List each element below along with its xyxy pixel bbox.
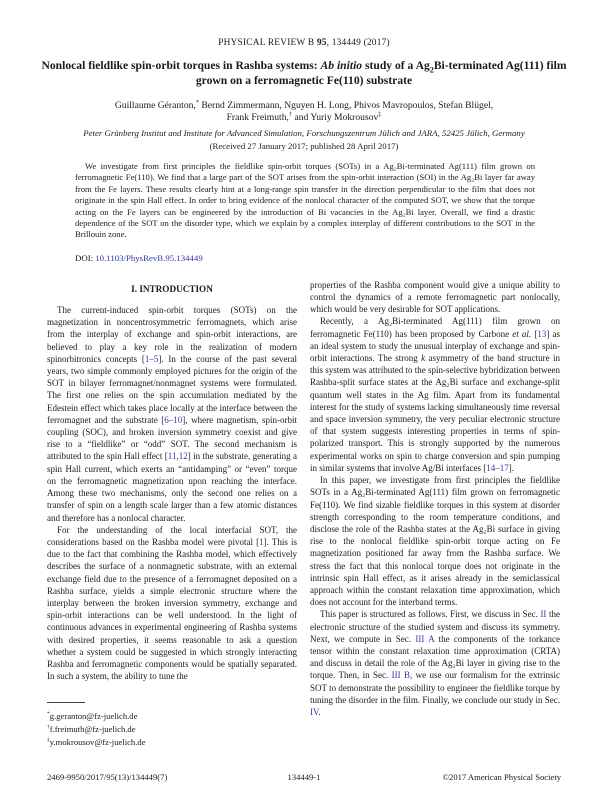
text-segment: PHYSICAL REVIEW B xyxy=(218,38,317,48)
text-segment: 2 xyxy=(429,65,434,75)
text-segment: Ab initio xyxy=(320,59,363,72)
abstract: We investigate from first principles the fieldlike spin-orbit torques (SOTs) in a Ag₂Bi-terminated Ag(111) film grown on ferromagnetic Fe(110). We find that a large part of the SOT arises from the spin-orbit interaction (SOI) in the Ag₂Bi layer far away from the Fe layers. These results clearly hint at a long-range spin transfer in the direction perpendicular to the film that does not originate in the spin Hall effect. In order to bring evidence of the nonlocal character of the computed SOT, we show that the torque acting on the Fe layers can be engineered by the introduction of Bi vacancies in the Ag₂Bi layer. Overall, we find a drastic dependence of the SOT on the disorder type, which we explain by a complex interplay of different contributions to the SOT in the Brillouin zone. xyxy=(75,161,535,240)
text-segment: ], where magnetism, spin-orbit coupling (SOC), and broken inversion symmetry coexist and give rise to a “fieldlike” or “odd” SOT. The second mechanism is attributed to the spin Hall effect [ xyxy=(47,414,297,462)
text-segment: 95 xyxy=(316,38,327,48)
text-segment: asymmetry of the band structure in this system was attributed to the spin-selective hybridization between Rashba-split surface states at the Ag₂Bi surface and exchange-split quantum well states in the Ag film. Apart from its fundamental interest for the study of systems lacking simultaneously time reversal and space inversion symmetry, the very peculiar electronic structure of that system suggests interesting properties in terms of spin-polarized transport. This is strongly supported by the numerous experimental works on spin to charge conversion and spin pumping in similar systems that involve Ag/Bi interfaces [ xyxy=(310,353,560,473)
footnote-email: g.geranton@fz-juelich.de xyxy=(49,711,138,721)
text-segment: , we use our formalism for the extrinsic SOT to demonstrate the possibility to engineer the fieldlike torque by tuning the disorder in the film. Finally, we conclude our study in Sec. xyxy=(310,670,560,705)
doi-label: DOI: xyxy=(75,252,96,263)
text-segment: ] in the substrate, generating a spin Hall current, which exerts an “antidamping” or “even” torque on the ferromagnetic magnetization upon reaching the interface. Among these two mechanisms, only the second one relies on a transfer of spin on a length scale larger than a few atomic distances and therefore has a nonlocal character. xyxy=(47,451,297,523)
doi-line xyxy=(75,253,608,263)
citation-link[interactable]: III A xyxy=(415,633,435,644)
footnote-marker: * xyxy=(47,711,50,718)
citation-link[interactable]: 6–10 xyxy=(164,414,183,425)
text-segment: ]. xyxy=(508,462,514,473)
text-segment: the components of the torkance tensor within the constant relaxation time approximation (CRTA) and discuss in detail the role of the Ag₂Bi layer in giving rise to the torque. Then, in Sec. xyxy=(310,633,560,681)
author-line-2 xyxy=(0,112,608,124)
citation-link[interactable]: III B xyxy=(391,670,411,681)
footnote-email: f.freimuth@fz-juelich.de xyxy=(49,724,136,734)
text-segment: Guillaume Géranton, xyxy=(114,100,196,111)
doi-link[interactable]: 10.1103/PhysRevB.95.134449 xyxy=(95,252,203,263)
text-segment: ] as an ideal system to study the unusual interplay of exchange and spin-orbit interactions. The strong xyxy=(310,328,560,364)
author-line-1 xyxy=(0,100,608,112)
text-segment: The current-induced spin-orbit torques (SOTs) on the magnetization in noncentrosymmetric ferromagnets, which arise from the interplay of exchange and spin-orbit interactions, are believed to play a key role in the realization of modern spinorbitronics concepts [ xyxy=(47,305,297,364)
footnote xyxy=(47,710,297,723)
citation-link[interactable]: 14–17 xyxy=(486,462,509,473)
text-segment: study of a Ag xyxy=(362,59,430,72)
footer-copyright: ©2017 American Physical Society xyxy=(442,772,561,782)
text-segment: . xyxy=(318,706,321,717)
body-columns xyxy=(47,279,561,718)
text-segment: Bernd Zimmermann, Nguyen H. Long, Phivos Mavropoulos, Stefan Blügel, xyxy=(198,100,494,111)
text-segment: properties of the Rashba component would give a unique ability to control the dynamics of a remote ferromagnetic part nonlocally, which would be very desirable for SOT applications. xyxy=(310,279,560,315)
paragraph xyxy=(310,474,560,608)
footer-issn: 2469-9950/2017/95(13)/134449(7) xyxy=(47,772,168,782)
text-segment: † xyxy=(288,110,293,118)
citation-link[interactable]: II xyxy=(540,609,547,620)
section-heading-introduction: I. INTRODUCTION xyxy=(131,283,213,294)
citation-link[interactable]: 1–5 xyxy=(144,353,159,364)
text-segment: Nonlocal fieldlike spin-orbit torques in Rashba systems: xyxy=(41,59,321,72)
paragraph xyxy=(47,524,297,683)
text-segment: , 134449 (2017) xyxy=(326,38,390,48)
text-segment: Bi-terminated Ag(111) film grown on a ferromagnetic Fe(110) substrate xyxy=(195,59,567,87)
right-column xyxy=(310,279,560,718)
paragraph xyxy=(310,315,560,474)
text-segment: k xyxy=(421,353,426,364)
citation-link[interactable]: IV xyxy=(310,706,319,717)
text-segment: [ xyxy=(531,328,538,339)
page-footer xyxy=(47,772,561,782)
text-segment: In this paper, we investigate from first principles the fieldlike SOTs in a Ag₂Bi-terminated Ag(111) film grown on ferromagnetic Fe(110). We find sizable fieldlike torques in this system at disorder strength corresponding to the room temperature conditions, and disclose the role of the Rashba states at the Ag₂Bi surface in giving rise to the nonlocal fieldlike spin-orbit torque acting on Fe magnetization positioned far away from the Rashba surface. We stress the fact that this nonlocal torque does not originate in the intrinsic spin Hall effect, as it arises already in the semiclassical approach within the constant relaxation time approximation, which does not account for the interband terms. xyxy=(310,475,560,608)
text-segment: * xyxy=(195,98,199,106)
text-segment: For the understanding of the local interfacial SOT, the considerations based on the Rashba model were pivotal [ xyxy=(47,524,297,547)
paper-title xyxy=(40,59,568,88)
citation-link[interactable]: 1 xyxy=(259,536,264,547)
footnote-marker: ‡ xyxy=(47,737,50,744)
text-segment: and Yuriy Mokrousov xyxy=(292,112,379,123)
footnote xyxy=(47,723,297,736)
text-segment: ‡ xyxy=(378,110,382,118)
affiliation: Peter Grünberg Institut and Institute for Advanced Simulation, Forschungszentrum Jülich and JARA, 52425 Jülich, Germany xyxy=(83,128,525,138)
footnote xyxy=(47,736,297,749)
left-column xyxy=(47,279,297,697)
text-segment: Frank Freimuth, xyxy=(226,112,289,123)
text-segment: This paper is structured as follows. First, we discuss in Sec. xyxy=(320,609,541,620)
footnote-email: y.mokrousov@fz-juelich.de xyxy=(49,737,146,747)
text-segment: ]. This is due to the fact that combining the Rashba model, which effectively describes the surface of a nonmagnetic substrate, with an external exchange field due to the presence of a ferromagnet deposited on a Rashba surface, yields a simple electronic structure where the interplay between the broken inversion symmetry, exchange and spin-orbit interactions can be well understood. In the light of continuous advances in experimental engineering of Rashba systems with desired properties, it seems reasonable to ask a question whether a system could be suggested in which strongly interacting Rashba and ferromagnetic components would be spatially separated. In such a system, the ability to tune the xyxy=(47,536,297,682)
footnote-marker: † xyxy=(47,724,50,731)
page-number: 134449-1 xyxy=(287,772,321,782)
received-date: (Received 27 January 2017; published 28 April 2017) xyxy=(209,141,399,151)
paragraph xyxy=(310,608,560,718)
footnotes xyxy=(47,702,297,749)
footnote-rule xyxy=(47,702,85,703)
text-segment: ]. In the course of the past several years, two simple commonly employed pictures for the origin of the SOT in bilayer ferromagnet/nonmagnet systems were formulated. The first one relies on the spin accumulation mediated by the Edestein effect which takes place locally at the interface between the ferromagnet and the substrate [ xyxy=(47,353,297,425)
paragraph xyxy=(47,304,297,524)
citation-link[interactable]: 11,12 xyxy=(167,451,188,462)
text-segment: et al. xyxy=(512,328,532,339)
paragraph xyxy=(310,279,560,316)
journal-header xyxy=(0,38,608,48)
text-segment: the electronic structure of the studied system and discuss its symmetry. Next, we compute in Sec. xyxy=(310,609,560,644)
text-segment: Recently, a Ag₂Bi-terminated Ag(111) film grown on ferromagnetic Fe(110) has been proposed by Carbone xyxy=(310,316,560,339)
citation-link[interactable]: 13 xyxy=(537,328,547,339)
